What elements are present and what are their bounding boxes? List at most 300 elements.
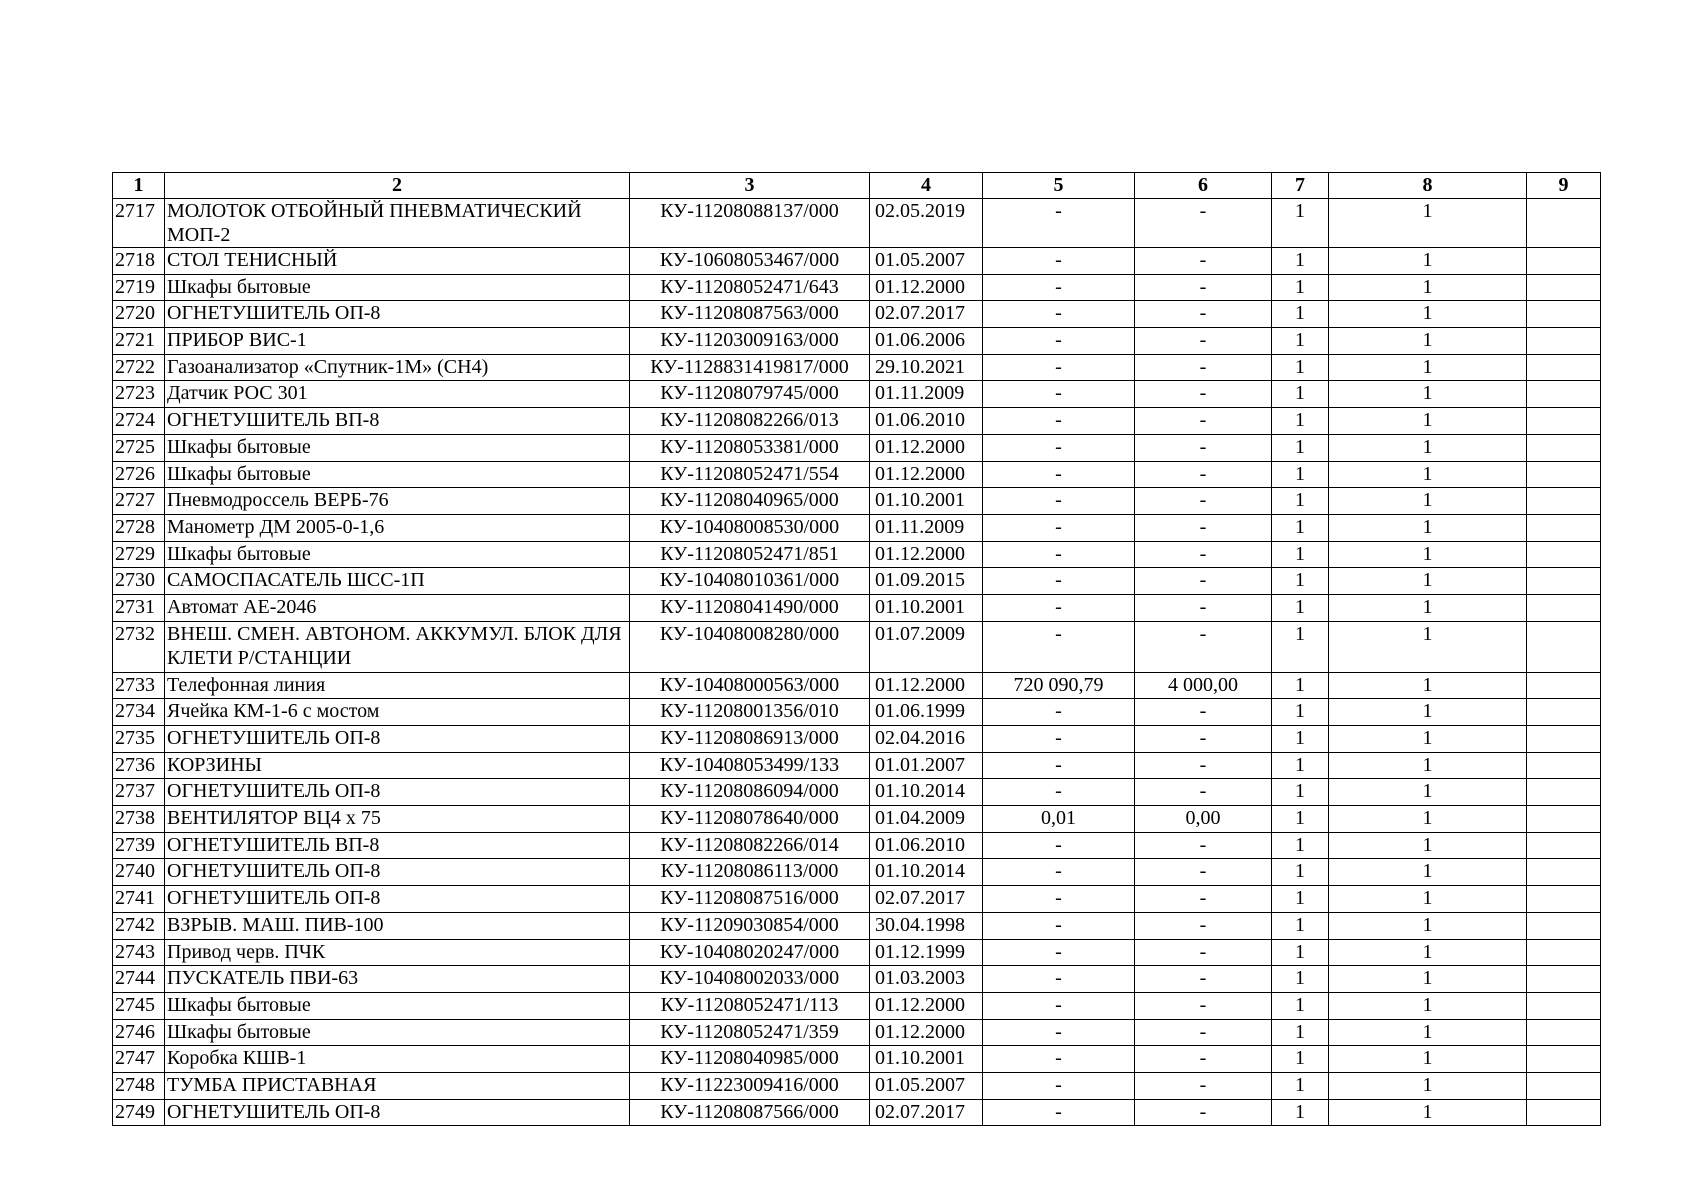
cell-col-6: - [1135,301,1272,328]
cell-col-4: 01.10.2001 [870,594,983,621]
cell-col-4: 01.10.2014 [870,859,983,886]
cell-col-4: 01.10.2001 [870,488,983,515]
cell-col-9 [1527,594,1601,621]
table-row [113,541,1601,568]
cell-col-9 [1527,726,1601,753]
cell-col-4: 01.12.2000 [870,434,983,461]
cell-col-5: - [983,966,1135,993]
cell-col-8: 1 [1329,301,1527,328]
cell-col-9 [1527,199,1601,248]
cell-col-3: КУ-11223009416/000 [630,1072,870,1099]
cell-col-2: Шкафы бытовые [165,1019,630,1046]
table-row [113,806,1601,833]
cell-col-5: - [983,621,1135,672]
cell-col-7: 1 [1272,1072,1329,1099]
cell-col-6: - [1135,1046,1272,1073]
cell-col-4: 01.06.1999 [870,699,983,726]
cell-col-5: - [983,514,1135,541]
cell-col-7: 1 [1272,726,1329,753]
cell-col-1: 2733 [113,672,165,699]
cell-col-9 [1527,1019,1601,1046]
cell-col-3: КУ-11208052471/643 [630,274,870,301]
cell-col-4: 01.12.2000 [870,461,983,488]
cell-col-9 [1527,859,1601,886]
cell-col-9 [1527,381,1601,408]
cell-col-2: ОГНЕТУШИТЕЛЬ ОП-8 [165,1099,630,1126]
cell-col-3: КУ-11208079745/000 [630,381,870,408]
cell-col-5: - [983,408,1135,435]
cell-col-2: МОЛОТОК ОТБОЙНЫЙ ПНЕВМАТИЧЕСКИЙ МОП-2 [165,199,630,248]
cell-col-4: 30.04.1998 [870,912,983,939]
cell-col-2: ОГНЕТУШИТЕЛЬ ОП-8 [165,301,630,328]
cell-col-7: 1 [1272,274,1329,301]
table-row [113,699,1601,726]
cell-col-7: 1 [1272,354,1329,381]
cell-col-6: - [1135,408,1272,435]
table-row [113,672,1601,699]
cell-col-3: КУ-11208053381/000 [630,434,870,461]
column-header-7: 7 [1272,173,1329,199]
cell-col-7: 1 [1272,859,1329,886]
cell-col-2: ТУМБА ПРИСТАВНАЯ [165,1072,630,1099]
cell-col-1: 2738 [113,806,165,833]
cell-col-6: - [1135,328,1272,355]
cell-col-1: 2722 [113,354,165,381]
column-header-1: 1 [113,173,165,199]
cell-col-8: 1 [1329,672,1527,699]
cell-col-9 [1527,408,1601,435]
table-row [113,568,1601,595]
cell-col-6: - [1135,859,1272,886]
column-header-9: 9 [1527,173,1601,199]
cell-col-8: 1 [1329,859,1527,886]
cell-col-1: 2741 [113,886,165,913]
cell-col-5: - [983,912,1135,939]
cell-col-3: КУ-11208052471/554 [630,461,870,488]
cell-col-1: 2725 [113,434,165,461]
cell-col-8: 1 [1329,1019,1527,1046]
cell-col-7: 1 [1272,1046,1329,1073]
cell-col-9 [1527,672,1601,699]
cell-col-9 [1527,992,1601,1019]
table-row [113,1019,1601,1046]
cell-col-1: 2739 [113,832,165,859]
cell-col-7: 1 [1272,568,1329,595]
table-row [113,992,1601,1019]
cell-col-3: КУ-11208086113/000 [630,859,870,886]
table-body [113,199,1601,1126]
cell-col-8: 1 [1329,514,1527,541]
cell-col-4: 01.12.2000 [870,992,983,1019]
cell-col-9 [1527,274,1601,301]
cell-col-8: 1 [1329,886,1527,913]
cell-col-7: 1 [1272,806,1329,833]
cell-col-4: 01.05.2007 [870,248,983,275]
cell-col-5: - [983,1099,1135,1126]
cell-col-1: 2736 [113,752,165,779]
cell-col-3: КУ-10408010361/000 [630,568,870,595]
table-row [113,966,1601,993]
cell-col-7: 1 [1272,434,1329,461]
cell-col-9 [1527,886,1601,913]
cell-col-4: 01.04.2009 [870,806,983,833]
cell-col-3: КУ-10408053499/133 [630,752,870,779]
cell-col-1: 2731 [113,594,165,621]
cell-col-7: 1 [1272,752,1329,779]
cell-col-2: ВЗРЫВ. МАШ. ПИВ-100 [165,912,630,939]
cell-col-7: 1 [1272,779,1329,806]
cell-col-4: 01.06.2010 [870,408,983,435]
cell-col-3: КУ-11208078640/000 [630,806,870,833]
cell-col-7: 1 [1272,381,1329,408]
table-row [113,886,1601,913]
cell-col-8: 1 [1329,1099,1527,1126]
table-row [113,248,1601,275]
cell-col-7: 1 [1272,886,1329,913]
cell-col-3: КУ-11208086094/000 [630,779,870,806]
cell-col-2: Коробка КШВ-1 [165,1046,630,1073]
cell-col-5: - [983,301,1135,328]
table-row [113,726,1601,753]
cell-col-4: 01.11.2009 [870,381,983,408]
table-row [113,859,1601,886]
cell-col-8: 1 [1329,594,1527,621]
cell-col-7: 1 [1272,992,1329,1019]
cell-col-3: КУ-10408008280/000 [630,621,870,672]
cell-col-6: - [1135,832,1272,859]
cell-col-9 [1527,832,1601,859]
cell-col-7: 1 [1272,966,1329,993]
cell-col-5: - [983,939,1135,966]
cell-col-1: 2744 [113,966,165,993]
cell-col-9 [1527,699,1601,726]
cell-col-7: 1 [1272,248,1329,275]
cell-col-5: - [983,354,1135,381]
cell-col-6: - [1135,199,1272,248]
cell-col-7: 1 [1272,621,1329,672]
table-row [113,328,1601,355]
cell-col-8: 1 [1329,1046,1527,1073]
cell-col-2: Шкафы бытовые [165,541,630,568]
cell-col-7: 1 [1272,699,1329,726]
cell-col-6: - [1135,354,1272,381]
cell-col-2: Шкафы бытовые [165,992,630,1019]
cell-col-8: 1 [1329,699,1527,726]
cell-col-6: - [1135,621,1272,672]
cell-col-6: - [1135,568,1272,595]
cell-col-3: КУ-11208052471/851 [630,541,870,568]
table-row [113,488,1601,515]
cell-col-4: 01.10.2001 [870,1046,983,1073]
cell-col-2: Шкафы бытовые [165,461,630,488]
cell-col-6: - [1135,699,1272,726]
cell-col-3: КУ-11208087516/000 [630,886,870,913]
cell-col-8: 1 [1329,488,1527,515]
cell-col-4: 29.10.2021 [870,354,983,381]
cell-col-4: 01.05.2007 [870,1072,983,1099]
cell-col-4: 01.10.2014 [870,779,983,806]
cell-col-3: КУ-11208087563/000 [630,301,870,328]
column-header-4: 4 [870,173,983,199]
cell-col-1: 2717 [113,199,165,248]
cell-col-9 [1527,488,1601,515]
cell-col-6: - [1135,514,1272,541]
cell-col-1: 2743 [113,939,165,966]
cell-col-2: ОГНЕТУШИТЕЛЬ ВП-8 [165,832,630,859]
table-row [113,912,1601,939]
cell-col-9 [1527,328,1601,355]
cell-col-8: 1 [1329,779,1527,806]
cell-col-6: - [1135,541,1272,568]
cell-col-3: КУ-10608053467/000 [630,248,870,275]
cell-col-1: 2734 [113,699,165,726]
cell-col-8: 1 [1329,434,1527,461]
cell-col-1: 2718 [113,248,165,275]
cell-col-7: 1 [1272,1099,1329,1126]
cell-col-2: Шкафы бытовые [165,434,630,461]
cell-col-8: 1 [1329,541,1527,568]
cell-col-6: 4 000,00 [1135,672,1272,699]
cell-col-3: КУ-10408000563/000 [630,672,870,699]
cell-col-5: - [983,434,1135,461]
table-row [113,1072,1601,1099]
cell-col-3: КУ-11208052471/359 [630,1019,870,1046]
cell-col-5: - [983,328,1135,355]
cell-col-5: - [983,752,1135,779]
cell-col-8: 1 [1329,912,1527,939]
cell-col-2: ПУСКАТЕЛЬ ПВИ-63 [165,966,630,993]
cell-col-9 [1527,301,1601,328]
table-row [113,752,1601,779]
cell-col-5: 720 090,79 [983,672,1135,699]
cell-col-8: 1 [1329,408,1527,435]
cell-col-5: - [983,541,1135,568]
cell-col-3: КУ-11208052471/113 [630,992,870,1019]
cell-col-6: - [1135,594,1272,621]
cell-col-6: - [1135,1072,1272,1099]
cell-col-7: 1 [1272,912,1329,939]
cell-col-9 [1527,779,1601,806]
cell-col-5: - [983,568,1135,595]
cell-col-8: 1 [1329,726,1527,753]
table-row [113,1099,1601,1126]
cell-col-1: 2737 [113,779,165,806]
cell-col-8: 1 [1329,966,1527,993]
cell-col-3: КУ-11208087566/000 [630,1099,870,1126]
cell-col-7: 1 [1272,301,1329,328]
column-header-8: 8 [1329,173,1527,199]
cell-col-1: 2730 [113,568,165,595]
cell-col-2: ВЕНТИЛЯТОР ВЦ4 х 75 [165,806,630,833]
cell-col-4: 01.06.2006 [870,328,983,355]
table-row [113,408,1601,435]
cell-col-2: САМОСПАСАТЕЛЬ ШСС-1П [165,568,630,595]
cell-col-2: Шкафы бытовые [165,274,630,301]
table-row [113,301,1601,328]
cell-col-8: 1 [1329,328,1527,355]
cell-col-8: 1 [1329,939,1527,966]
cell-col-2: Газоанализатор «Спутник-1М» (СН4) [165,354,630,381]
cell-col-5: - [983,248,1135,275]
cell-col-9 [1527,912,1601,939]
cell-col-1: 2732 [113,621,165,672]
cell-col-5: - [983,726,1135,753]
cell-col-5: - [983,992,1135,1019]
cell-col-1: 2721 [113,328,165,355]
cell-col-9 [1527,752,1601,779]
cell-col-3: КУ-11208086913/000 [630,726,870,753]
inventory-table [112,172,1601,1126]
cell-col-6: - [1135,1099,1272,1126]
cell-col-3: КУ-11209030854/000 [630,912,870,939]
cell-col-1: 2742 [113,912,165,939]
cell-col-5: - [983,832,1135,859]
cell-col-5: - [983,699,1135,726]
cell-col-1: 2726 [113,461,165,488]
cell-col-2: ОГНЕТУШИТЕЛЬ ОП-8 [165,726,630,753]
cell-col-5: - [983,199,1135,248]
table-row [113,274,1601,301]
cell-col-1: 2746 [113,1019,165,1046]
cell-col-9 [1527,461,1601,488]
cell-col-9 [1527,1046,1601,1073]
cell-col-7: 1 [1272,594,1329,621]
table-row [113,1046,1601,1073]
cell-col-5: - [983,488,1135,515]
cell-col-1: 2720 [113,301,165,328]
cell-col-3: КУ-11208088137/000 [630,199,870,248]
cell-col-8: 1 [1329,381,1527,408]
cell-col-6: - [1135,274,1272,301]
table-row [113,381,1601,408]
cell-col-8: 1 [1329,568,1527,595]
table-row [113,514,1601,541]
cell-col-5: - [983,1072,1135,1099]
cell-col-2: Ячейка КМ-1-6 с мостом [165,699,630,726]
cell-col-7: 1 [1272,199,1329,248]
table-row [113,594,1601,621]
cell-col-3: КУ-11208040985/000 [630,1046,870,1073]
cell-col-7: 1 [1272,832,1329,859]
cell-col-3: КУ-10408020247/000 [630,939,870,966]
cell-col-6: - [1135,752,1272,779]
cell-col-1: 2728 [113,514,165,541]
cell-col-9 [1527,568,1601,595]
cell-col-2: ОГНЕТУШИТЕЛЬ ОП-8 [165,886,630,913]
cell-col-1: 2749 [113,1099,165,1126]
cell-col-2: Датчик РОС 301 [165,381,630,408]
cell-col-6: - [1135,939,1272,966]
cell-col-9 [1527,621,1601,672]
column-header-2: 2 [165,173,630,199]
cell-col-2: Пневмодроссель ВЕРБ-76 [165,488,630,515]
cell-col-8: 1 [1329,354,1527,381]
cell-col-8: 1 [1329,992,1527,1019]
cell-col-9 [1527,966,1601,993]
cell-col-7: 1 [1272,541,1329,568]
cell-col-1: 2719 [113,274,165,301]
cell-col-1: 2724 [113,408,165,435]
cell-col-5: - [983,381,1135,408]
cell-col-3: КУ-10408002033/000 [630,966,870,993]
cell-col-2: Телефонная линия [165,672,630,699]
cell-col-5: - [983,594,1135,621]
cell-col-1: 2727 [113,488,165,515]
cell-col-1: 2740 [113,859,165,886]
cell-col-4: 01.12.2000 [870,541,983,568]
column-header-5: 5 [983,173,1135,199]
cell-col-4: 01.03.2003 [870,966,983,993]
table-row [113,461,1601,488]
cell-col-4: 01.12.2000 [870,274,983,301]
cell-col-8: 1 [1329,1072,1527,1099]
cell-col-8: 1 [1329,806,1527,833]
cell-col-7: 1 [1272,672,1329,699]
cell-col-3: КУ-11208041490/000 [630,594,870,621]
cell-col-3: КУ-1128831419817/000 [630,354,870,381]
cell-col-4: 01.12.2000 [870,1019,983,1046]
table-row [113,779,1601,806]
cell-col-8: 1 [1329,199,1527,248]
cell-col-2: ОГНЕТУШИТЕЛЬ ОП-8 [165,859,630,886]
cell-col-6: - [1135,461,1272,488]
cell-col-7: 1 [1272,461,1329,488]
cell-col-3: КУ-10408008530/000 [630,514,870,541]
cell-col-6: - [1135,886,1272,913]
cell-col-4: 01.12.2000 [870,672,983,699]
cell-col-1: 2745 [113,992,165,1019]
cell-col-4: 02.04.2016 [870,726,983,753]
cell-col-2: ОГНЕТУШИТЕЛЬ ВП-8 [165,408,630,435]
cell-col-9 [1527,434,1601,461]
cell-col-4: 01.12.1999 [870,939,983,966]
cell-col-6: - [1135,779,1272,806]
cell-col-1: 2748 [113,1072,165,1099]
cell-col-2: Манометр ДМ 2005-0-1,6 [165,514,630,541]
cell-col-9 [1527,1099,1601,1126]
table-row [113,939,1601,966]
cell-col-6: - [1135,434,1272,461]
cell-col-3: КУ-11208082266/014 [630,832,870,859]
cell-col-6: - [1135,381,1272,408]
cell-col-5: - [983,274,1135,301]
cell-col-9 [1527,1072,1601,1099]
cell-col-4: 01.09.2015 [870,568,983,595]
table-row [113,354,1601,381]
cell-col-5: - [983,859,1135,886]
cell-col-9 [1527,248,1601,275]
cell-col-6: - [1135,248,1272,275]
header-row [113,173,1601,199]
cell-col-2: ОГНЕТУШИТЕЛЬ ОП-8 [165,779,630,806]
cell-col-3: КУ-11208001356/010 [630,699,870,726]
cell-col-4: 01.06.2010 [870,832,983,859]
table-row [113,621,1601,672]
cell-col-7: 1 [1272,488,1329,515]
cell-col-4: 01.11.2009 [870,514,983,541]
cell-col-1: 2747 [113,1046,165,1073]
cell-col-4: 02.07.2017 [870,1099,983,1126]
cell-col-3: КУ-11203009163/000 [630,328,870,355]
cell-col-5: - [983,779,1135,806]
cell-col-8: 1 [1329,752,1527,779]
cell-col-2: КОРЗИНЫ [165,752,630,779]
cell-col-9 [1527,806,1601,833]
cell-col-2: Привод черв. ПЧК [165,939,630,966]
cell-col-3: КУ-11208082266/013 [630,408,870,435]
cell-col-5: 0,01 [983,806,1135,833]
cell-col-9 [1527,514,1601,541]
